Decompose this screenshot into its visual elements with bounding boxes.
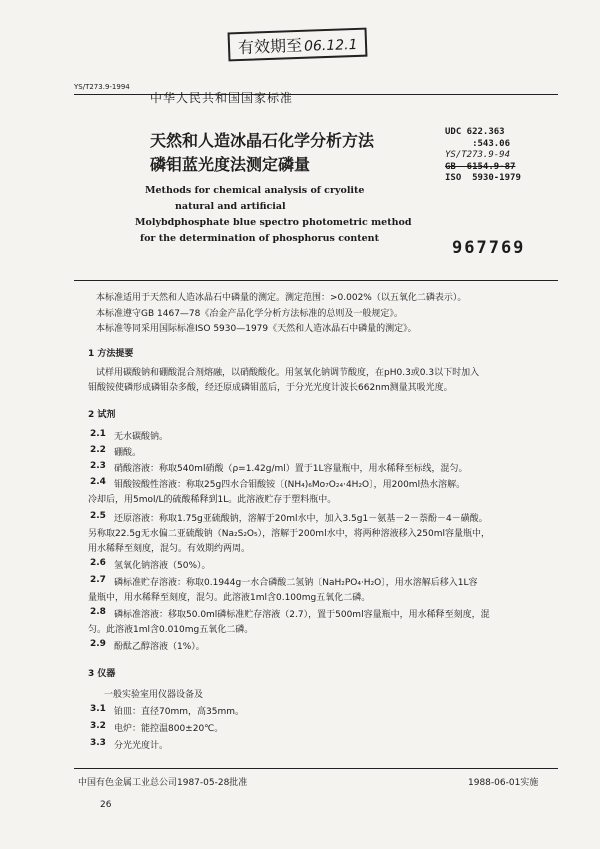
title-en-line2: natural and artificial (175, 201, 286, 212)
classification-block (445, 127, 521, 185)
item-2-5-text: 还原溶液：称取1.75g亚硫酸钠，溶解于20ml水中，加入3.5g1－氨基－2－萘酚－4－磺酸。 (114, 514, 488, 524)
title-en-line3: Molybdphosphate blue spectro photometric method (135, 217, 412, 228)
item-2-5-cont2: 用水稀释至刻度，混匀。有效期约两周。 (88, 544, 251, 554)
item-2-9-text: 酚酞乙醇溶液（1%）。 (114, 642, 205, 652)
item-2-6-number: 2.6 (90, 558, 106, 568)
section-3-heading: 3 仪器 (88, 669, 116, 679)
title-chinese (150, 129, 374, 177)
intro-line-3: 本标准等同采用国际标准ISO 5930—1979《天然和人造冰晶石中磷量的测定》。 (96, 324, 417, 334)
document-number: 967769 (452, 238, 526, 258)
item-2-2-text: 硼酸。 (114, 448, 142, 458)
stamp-date: 06.12.1 (303, 36, 358, 55)
handwritten-code: YS/T273.9-94 (445, 150, 511, 160)
item-2-1-number: 2.1 (90, 429, 106, 439)
item-2-4-text: 钼酸铵酸性溶液：称取25g四水合钼酸铵〔(NH₄)₆Mo₇O₂₄·4H₂O〕，用200ml热水溶解。 (114, 480, 466, 490)
industry-code: YS/T273.9-1994 (74, 83, 130, 91)
item-2-7-cont: 量瓶中，用水稀释至刻度，混匀。此溶液1ml含0.100mg五氧化二磷。 (88, 593, 371, 603)
item-2-3-text: 硝酸溶液：称取540ml硝酸（ρ=1.42g/ml）置于1L容量瓶中，用水稀释至标线，混匀。 (114, 464, 468, 474)
item-2-6-text: 氢氧化钠溶液（50%）。 (114, 561, 211, 571)
section-rule (74, 280, 558, 281)
item-2-2-number: 2.2 (90, 445, 106, 455)
footer-rule (74, 768, 558, 769)
title-en-line1: Methods for chemical analysis of cryolite (145, 185, 365, 196)
implementation-date: 1988-06-01实施 (468, 778, 539, 788)
item-2-4-cont: 冷却后，用5mol/L的硫酸稀释到1L。此溶液贮存于塑料瓶中。 (88, 495, 337, 505)
iso-code: ISO 5930-1979 (445, 173, 521, 183)
item-2-8-number: 2.8 (90, 607, 106, 617)
intro-line-1: 本标准适用于天然和人造冰晶石中磷量的测定。测定范围：>0.002%（以五氧化二磷表示）。 (96, 293, 467, 303)
title-english (135, 183, 412, 247)
item-2-5-cont1: 另称取22.5g无水偏二亚硫酸钠（Na₂S₂O₅），溶解于200ml水中，将两种溶液移入250ml容量瓶中， (88, 529, 491, 539)
item-3-3-text: 分光光度计。 (114, 741, 169, 751)
approval-note: 中国有色金属工业总公司1987-05-28批准 (78, 778, 248, 788)
stamp-label: 有效期至 (237, 35, 303, 58)
section-1-heading: 1 方法提要 (88, 349, 134, 359)
item-2-8-cont: 匀。此溶液1ml含0.010mg五氧化二磷。 (88, 625, 254, 635)
item-3-2-number: 3.2 (90, 721, 106, 731)
item-3-1-number: 3.1 (90, 704, 106, 714)
section-3-lead: 一般实验室用仪器设备及 (104, 690, 204, 700)
title-cn-line1: 天然和人造冰晶石化学分析方法 (150, 131, 375, 150)
udc-line1: UDC 622.363 (445, 127, 505, 137)
item-2-4-number: 2.4 (90, 477, 106, 487)
item-2-1-text: 无水碳酸钠。 (114, 432, 169, 442)
page-number: 26 (100, 800, 112, 810)
item-2-7-text: 磷标准贮存溶液：称取0.1944g一水合磷酸二氢钠〔NaH₂PO₄·H₂O〕，用水溶解后移入1L容 (114, 578, 478, 588)
header-rule (74, 94, 558, 95)
item-2-3-number: 2.3 (90, 461, 106, 471)
section-1-line-1: 试样用碳酸钠和硼酸混合剂熔融，以硝酸酸化。用氢氧化钠调节酸度，在pH0.3或0.3以下时加入 (96, 368, 480, 378)
item-2-8-text: 磷标准溶液：移取50.0ml磷标准贮存溶液（2.7），置于500ml容量瓶中，用水稀释至刻度，混 (114, 610, 490, 620)
validity-stamp (228, 28, 368, 62)
item-3-3-number: 3.3 (90, 738, 106, 748)
section-2-heading: 2 试剂 (88, 410, 116, 420)
udc-line2: :543.06 (445, 138, 511, 149)
item-3-1-text: 铂皿：直径70mm，高35mm。 (114, 707, 244, 717)
item-3-2-text: 电炉：能控温800±20℃。 (114, 724, 224, 734)
item-2-7-number: 2.7 (90, 575, 106, 585)
item-2-9-number: 2.9 (90, 639, 106, 649)
item-2-5-number: 2.5 (90, 511, 106, 521)
title-en-line4: for the determination of phosphorus content (140, 233, 379, 244)
section-1-line-2: 钼酸铵使磷形成磷钼杂多酸，经还原成磷钼蓝后，于分光光度计波长662nm测量其吸光度。 (88, 383, 453, 393)
gb-code-struck: GB 6154.9-87 (445, 161, 516, 172)
intro-line-2: 本标准遵守GB 1467—78《冶金产品化学分析方法标准的总则及一般规定》。 (96, 309, 403, 319)
national-standard-heading: 中华人民共和国国家标准 (150, 91, 294, 105)
title-cn-line2: 磷钼蓝光度法测定磷量 (150, 155, 311, 174)
